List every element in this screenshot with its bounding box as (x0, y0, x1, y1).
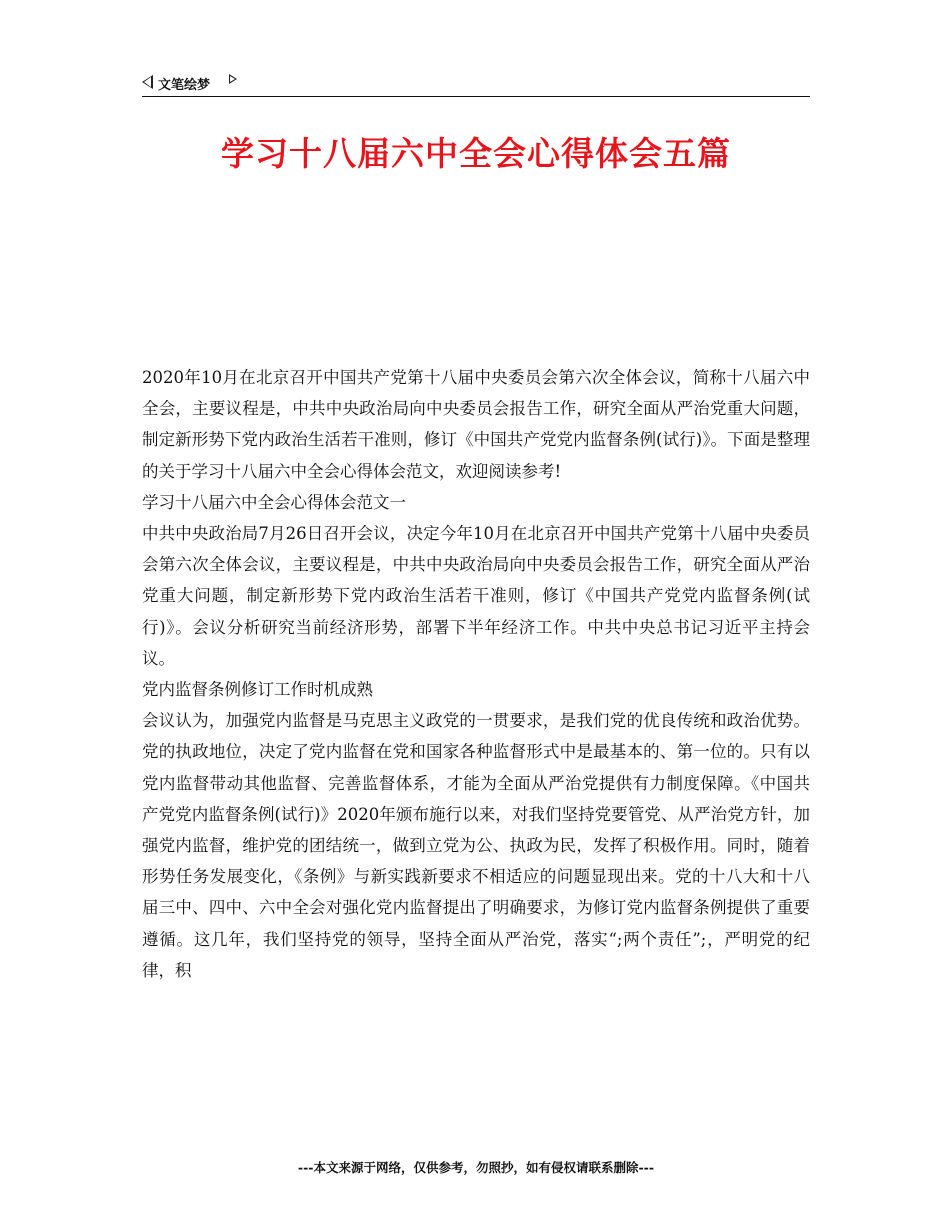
paragraph: 会议认为，加强党内监督是马克思主义政党的一贯要求，是我们党的优良传统和政治优势。党的执政地位，决定了党内监督在党和国家各种监督形式中是最基本的、第一位的。只有以党内监督带动其他监督、完善监督体系，才能为全面从严治党提供有力制度保障。《中国共产党党内监督条例(试行)》2020年颁布施行以来，对我们坚持党要管党、从严治党方针，加强党内监督，维护党的团结统一，做到立党为公、执政为民，发挥了积极作用。同时，随着形势任务发展变化，《条例》与新实践新要求不相适应的问题显现出来。党的十八大和十八届三中、四中、六中全会对强化党内监督提出了明确要求，为修订党内监督条例提供了重要遵循。这几年，我们坚持党的领导，坚持全面从严治党，落实“;两个责任”;，严明党的纪律，积 (142, 711, 810, 980)
triangle-left-icon (142, 75, 153, 89)
paragraph: 中共中央政治局7月26日召开会议，决定今年10月在北京召开中国共产党第十八届中央委员会第六次全体会议，主要议程是，中共中央政治局向中央委员会报告工作，研究全面从严治党重大问题，制定新形势下党内政治生活若干准则，修订《中国共产党党内监督条例(试行)》。会议分析研究当前经济形势，部署下半年经济工作。中共中央总书记习近平主持会议。 (142, 524, 810, 668)
paragraph-intro: 2020年10月在北京召开中国共产党第十八届中央委员会第六次全体会议，简称十八届六中全会，主要议程是，中共中央政治局向中央委员会报告工作，研究全面从严治党重大问题，制定新形势下党内政治生活若干准则，修订《中国共产党党内监督条例(试行)》。下面是整理的关于学习十八届六中全会心得体会范文，欢迎阅读参考! (142, 368, 810, 481)
page-header (142, 70, 810, 97)
section-heading: 学习十八届六中全会心得体会范文一 (142, 492, 406, 512)
triangle-right-icon (229, 74, 237, 84)
document-title: 学习十八届六中全会心得体会五篇 (221, 134, 731, 173)
subsection-heading: 党内监督条例修订工作时机成熟 (142, 680, 373, 700)
header-brand: 文笔绘梦 (158, 78, 211, 93)
document-body (142, 362, 810, 986)
page-footer: ---本文来源于网络，仅供参考，勿照抄，如有侵权请联系删除--- (297, 1160, 655, 1175)
